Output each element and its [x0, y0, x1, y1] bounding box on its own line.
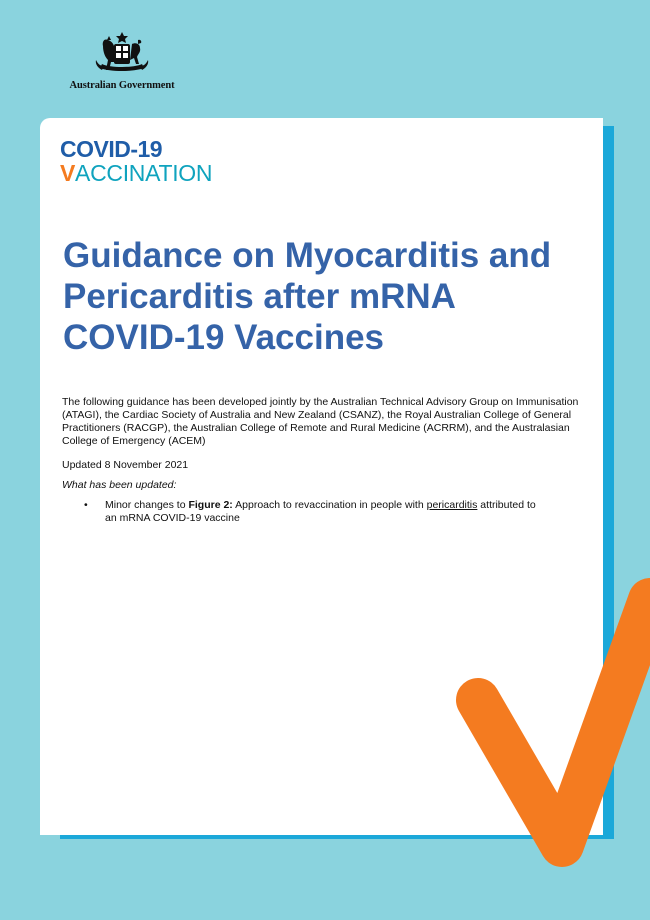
bullet-suffix: attributed to an mRNA COVID-19 vaccine — [105, 499, 536, 524]
document-title: Guidance on Myocarditis and Pericarditis after mRNA COVID-19 Vaccines — [63, 236, 552, 357]
underlined-term: pericarditis — [426, 499, 478, 511]
logo-line-1: COVID-19 — [60, 136, 163, 162]
logo-check-letter: V — [60, 160, 76, 186]
intro-paragraph: The following guidance has been developed jointly by the Australian Technical Advisory Group on Immunisation (ATAGI), the Cardiac Society of Australia and New Zealand (CSANZ), the Royal Australian College of General Practitioners (RACGP), the Australian College of Remote and Rural Medicine (ACRRM), and the Australasian College of Emergency (ACEM) — [62, 396, 579, 447]
bullet-middle: Approach to revaccination in people with — [232, 499, 427, 511]
updated-date: Updated 8 November 2021 — [62, 459, 189, 471]
figure-reference: Figure 2: — [188, 499, 233, 511]
bullet-prefix: Minor changes to — [105, 499, 189, 511]
bullet-icon: • — [84, 499, 88, 511]
government-name: Australian Government — [69, 80, 175, 91]
logo-line-2-rest: ACCINATION — [75, 160, 213, 186]
whats-new-label: What has been updated: — [62, 479, 177, 491]
